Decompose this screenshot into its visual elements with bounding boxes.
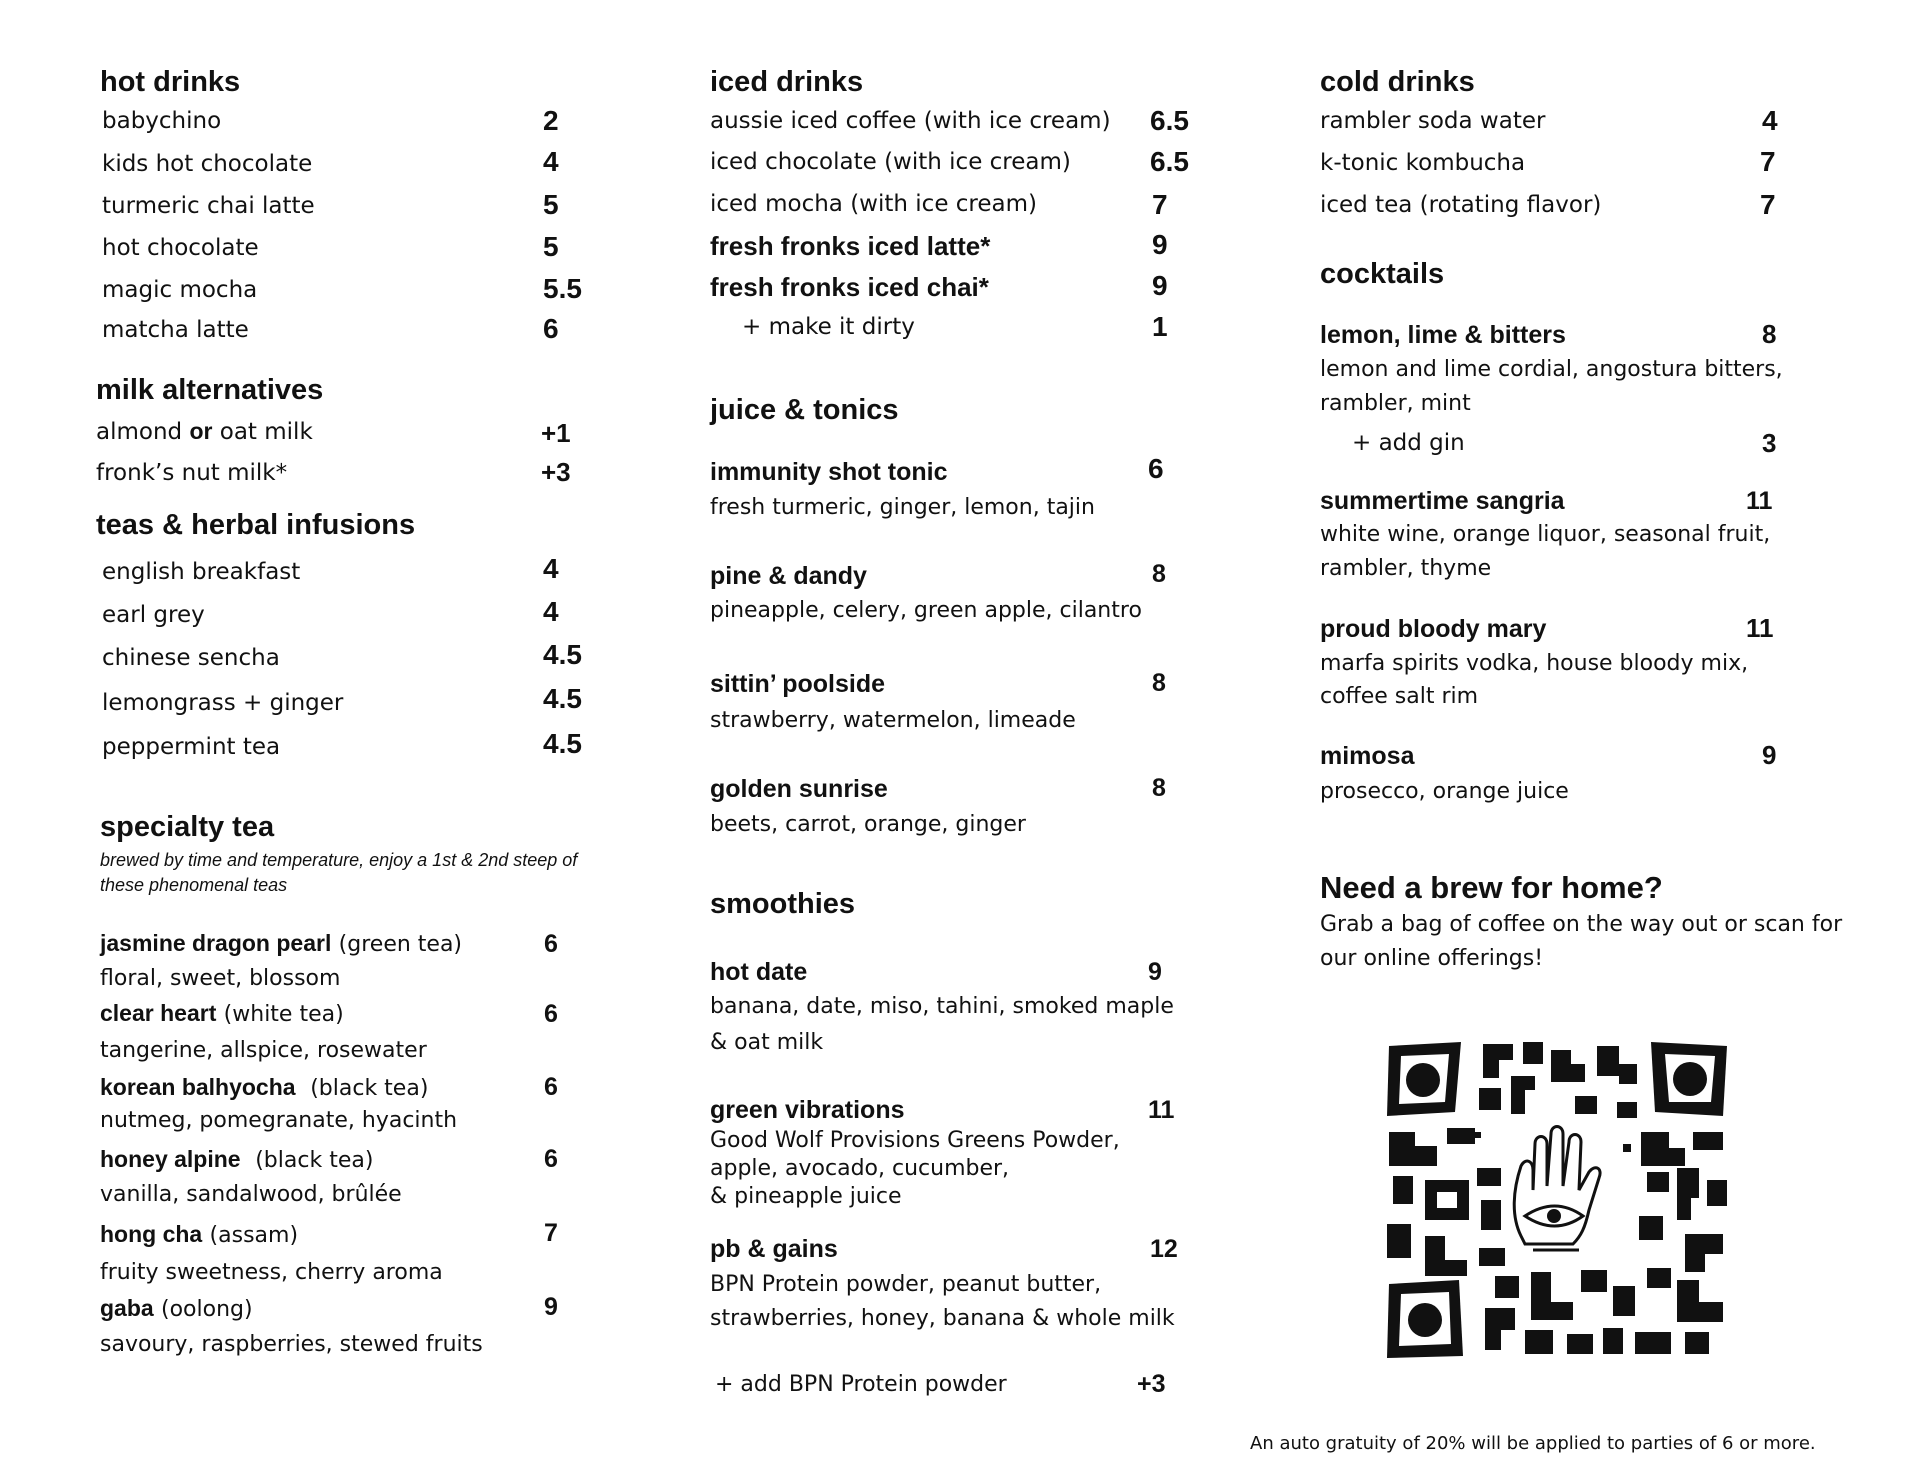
menu-item-price: 4.5: [543, 728, 582, 759]
menu-item-price: 12: [1150, 1235, 1178, 1263]
menu-item-name-part: almond: [96, 419, 190, 445]
menu-item-price: 6: [1148, 453, 1164, 484]
menu-item-price: 4.5: [543, 639, 582, 670]
menu-item-price: 11: [1746, 613, 1774, 643]
menu-item-description: & oat milk: [710, 1030, 824, 1055]
menu-item-price: 6.5: [1150, 146, 1189, 177]
menu-item-name: matcha latte: [102, 317, 249, 343]
home-brew-text: our online offerings!: [1320, 946, 1544, 971]
tea-name: hong cha: [100, 1221, 203, 1247]
menu-item-price: +3: [1137, 1370, 1166, 1398]
menu-item-price: 8: [1152, 774, 1166, 802]
menu-item-description: apple, avocado, cucumber,: [710, 1156, 1010, 1181]
specialty-tea-subtitle: brewed by time and temperature, enjoy a 1st & 2nd steep of these phenomenal teas: [100, 850, 578, 895]
menu-item-name: turmeric chai latte: [102, 193, 315, 219]
menu-item-description: pineapple, celery, green apple, cilantro: [710, 598, 1142, 623]
menu-item-price: 7: [1760, 189, 1776, 220]
menu-item-description: floral, sweet, blossom: [100, 966, 341, 991]
menu-item-price: 7: [1760, 146, 1776, 177]
menu-item-price: 11: [1148, 1096, 1175, 1124]
section-title-hot-drinks: hot drinks: [100, 66, 241, 98]
menu-item-name: golden sunrise: [710, 775, 888, 803]
menu-item-name: hot date: [710, 958, 808, 986]
menu-item-price: 5: [543, 189, 559, 220]
menu-item-description: banana, date, miso, tahini, smoked maple: [710, 994, 1174, 1019]
menu-item-description: nutmeg, pomegranate, hyacinth: [100, 1108, 458, 1133]
menu-item-name: fresh fronks iced chai*: [710, 272, 989, 302]
menu-item-name: k-tonic kombucha: [1320, 150, 1526, 176]
menu-item-description: beets, carrot, orange, ginger: [710, 812, 1026, 837]
menu-item-price: 4: [1762, 105, 1778, 136]
menu-item-description: BPN Protein powder, peanut butter,: [710, 1272, 1102, 1297]
section-title-milk-alternatives: milk alternatives: [96, 374, 324, 406]
menu-item-name: [100, 1146, 373, 1173]
menu-item-price: 3: [1762, 428, 1777, 458]
home-brew-text: Grab a bag of coffee on the way out or scan for: [1320, 912, 1843, 937]
menu-item-description: Good Wolf Provisions Greens Powder,: [710, 1128, 1120, 1153]
menu-item-price: 9: [1148, 958, 1162, 986]
menu-item-description: marfa spirits vodka, house bloody mix,: [1320, 651, 1749, 676]
menu-item-price: 1: [1152, 311, 1168, 342]
qr-finder-top-right: [1651, 1042, 1727, 1116]
menu-item-description: white wine, orange liquor, seasonal fruit,: [1320, 522, 1771, 547]
menu-item-name: [100, 1295, 253, 1322]
section-title-iced-drinks: iced drinks: [710, 66, 864, 98]
menu-item-name: iced mocha (with ice cream): [710, 191, 1037, 217]
menu-item-name: magic mocha: [102, 277, 258, 303]
menu-item-name: mimosa: [1320, 742, 1415, 770]
menu-item-price: 8: [1152, 560, 1166, 588]
tea-type: (black tea): [255, 1148, 374, 1173]
menu-item-description: coffee salt rim: [1320, 684, 1479, 709]
gratuity-note: An auto gratuity of 20% will be applied to parties of 6 or more.: [1250, 1433, 1816, 1454]
menu-item-price: 6: [544, 1145, 558, 1173]
menu-item-name: kids hot chocolate: [102, 151, 313, 177]
menu-item-description: prosecco, orange juice: [1320, 779, 1569, 804]
menu-item-price: 9: [544, 1293, 558, 1321]
menu-item-price: 9: [1152, 229, 1168, 260]
menu-item-name: green vibrations: [710, 1096, 905, 1124]
menu-item-price: 8: [1152, 669, 1166, 697]
menu-item-price: 11: [1746, 487, 1773, 515]
menu-item-name: [100, 1221, 298, 1248]
menu-item-description: fresh turmeric, ginger, lemon, tajin: [710, 495, 1095, 520]
tea-name: honey alpine: [100, 1146, 241, 1172]
addon-item-name: + add BPN Protein powder: [715, 1372, 1007, 1397]
menu-item-description: lemon and lime cordial, angostura bitters,: [1320, 357, 1783, 382]
menu-item-name: fronk’s nut milk*: [96, 460, 288, 486]
menu-item-description: rambler, mint: [1320, 391, 1471, 416]
menu-item-name: chinese sencha: [102, 645, 280, 671]
menu-item-name: [96, 418, 313, 445]
tea-name: clear heart: [100, 1000, 217, 1026]
menu-item-price: 4: [543, 596, 559, 627]
menu-item-description: fruity sweetness, cherry aroma: [100, 1260, 443, 1285]
menu-item-name: rambler soda water: [1320, 108, 1546, 134]
menu-item-name: iced chocolate (with ice cream): [710, 149, 1071, 175]
menu-item-price: +1: [541, 418, 571, 448]
menu-item-description: strawberry, watermelon, limeade: [710, 708, 1076, 733]
menu-item-name: iced tea (rotating flavor): [1320, 192, 1602, 218]
menu-item-description: strawberries, honey, banana & whole milk: [710, 1306, 1175, 1331]
tea-type: (oolong): [161, 1297, 253, 1322]
menu-item-name: [100, 1074, 428, 1101]
menu-item-price: 6: [544, 1073, 558, 1101]
menu-item-name-emphasis: or: [189, 418, 213, 444]
tea-name: korean balhyocha: [100, 1074, 296, 1100]
menu-item-price: 7: [544, 1219, 558, 1247]
menu-item-price: 7: [1152, 189, 1168, 220]
menu-item-price: 4: [543, 146, 559, 177]
menu-item-price: 9: [1762, 740, 1777, 770]
section-title-cocktails: cocktails: [1320, 258, 1445, 290]
menu-item-price: 9: [1152, 270, 1168, 301]
tea-name: gaba: [100, 1295, 154, 1321]
menu-item-name-part: oat milk: [212, 419, 313, 445]
menu-item-price: 5.5: [543, 273, 582, 304]
menu-item-description: & pineapple juice: [710, 1184, 902, 1209]
addon-item-name: + add gin: [1352, 430, 1465, 456]
menu-item-name: fresh fronks iced latte*: [710, 231, 991, 261]
menu-item-price: 6: [544, 930, 558, 958]
menu-item-description: savoury, raspberries, stewed fruits: [100, 1332, 483, 1357]
menu-item-price: 6: [544, 1000, 558, 1028]
menu-item-name: proud bloody mary: [1320, 615, 1547, 643]
menu-item-name: sittin’ poolside: [710, 670, 886, 698]
tea-type: (black tea): [310, 1076, 429, 1101]
menu-item-name: english breakfast: [102, 559, 301, 585]
addon-item-name: + make it dirty: [742, 314, 915, 340]
menu-item-name: [100, 1000, 344, 1027]
menu-item-name: immunity shot tonic: [710, 458, 948, 486]
menu-item-description: vanilla, sandalwood, brûlée: [100, 1182, 402, 1207]
menu-item-price: 2: [543, 105, 559, 136]
menu-item-name: lemongrass + ginger: [102, 690, 344, 716]
menu-item-price: 4: [543, 553, 559, 584]
menu-item-name: pine & dandy: [710, 562, 867, 590]
menu-item-name: hot chocolate: [102, 235, 259, 261]
tea-type: (white tea): [223, 1002, 344, 1027]
menu-item-name: summertime sangria: [1320, 487, 1565, 515]
section-title-teas: teas & herbal infusions: [96, 509, 416, 541]
home-brew-title: Need a brew for home?: [1320, 870, 1663, 905]
menu-item-name: aussie iced coffee (with ice cream): [710, 108, 1111, 134]
menu-item-name: earl grey: [102, 602, 205, 628]
menu-item-name: lemon, lime & bitters: [1320, 321, 1566, 349]
menu-item-price: +3: [541, 457, 571, 487]
section-title-specialty-tea: specialty tea: [100, 811, 275, 843]
menu-item-price: 8: [1762, 319, 1777, 349]
tea-type: (green tea): [338, 932, 463, 957]
menu-item-price: 6: [543, 313, 559, 344]
section-title-smoothies: smoothies: [710, 888, 856, 920]
menu-item-price: 4.5: [543, 683, 582, 714]
menu-item-name: [100, 930, 462, 957]
qr-code[interactable]: [1385, 1040, 1731, 1360]
qr-finder-bottom-left: [1387, 1280, 1463, 1358]
menu-item-name: peppermint tea: [102, 734, 281, 760]
section-title-juice-tonics: juice & tonics: [710, 394, 899, 426]
menu-item-name: babychino: [102, 108, 222, 134]
tea-name: jasmine dragon pearl: [100, 930, 332, 956]
menu-item-description: tangerine, allspice, rosewater: [100, 1038, 427, 1063]
qr-finder-top-left: [1387, 1042, 1461, 1116]
tea-type: (assam): [209, 1223, 299, 1248]
section-title-cold-drinks: cold drinks: [1320, 66, 1475, 98]
menu-item-price: 5: [543, 231, 559, 262]
menu-item-description: rambler, thyme: [1320, 556, 1492, 581]
hand-eye-logo: [1514, 1127, 1600, 1251]
menu-item-price: 6.5: [1150, 105, 1189, 136]
menu-item-name: pb & gains: [710, 1235, 838, 1263]
